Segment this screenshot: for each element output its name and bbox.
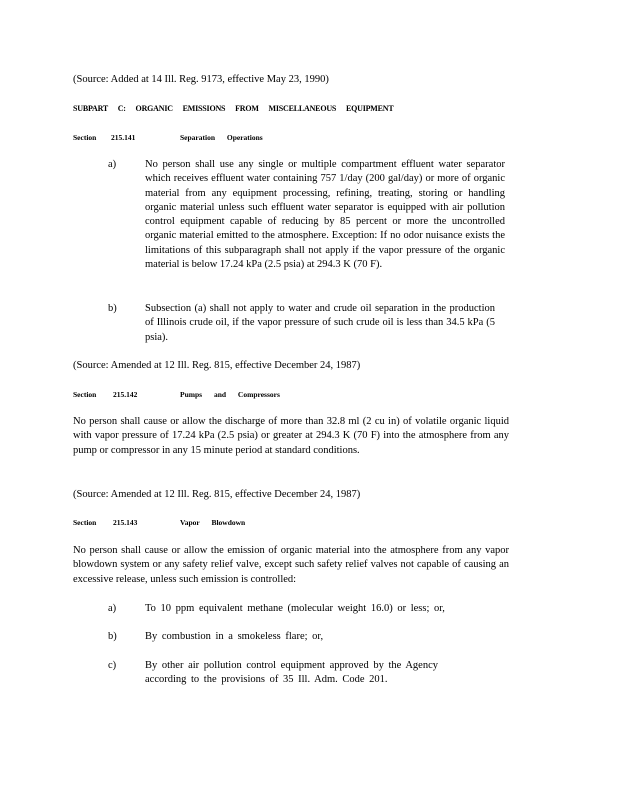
section-label: Section — [73, 390, 97, 399]
section-215-141-heading — [73, 133, 373, 145]
item-a-text: No person shall use any single or multiple compartment effluent water separator which receives effluent water containing 757 1/day (200 gal/day) or more of organic material from any equipment processing, refining, treating, storing or handling organic material unless such effluent water separator is equipped with air pollution control equipment capable of reducing by 85 percent or more the uncontrolled organic material emitted to the atmosphere. Exception: If no odor nuisance exists the limitations of this subparagraph shall not apply if the vapor pressure of the organic material is below 17.24 kPa (2.5 psia) at 294.3 K (70 F). — [145, 159, 505, 271]
section-title: Pumps and Compressors — [180, 390, 280, 399]
item-c-label: c) — [108, 660, 117, 671]
section-215-143-text: No person shall cause or allow the emission of organic material into the atmosphere from any vapor blowdown system or any safety relief valve, except such safety relief valves not capable of causing an excessive release, unless such emission is controlled: — [73, 545, 509, 585]
item-b-label: b) — [108, 303, 117, 314]
item-b-text: Subsection (a) shall not apply to water and crude oil separation in the production of Illinois crude oil, if the vapor pressure of such crude oil is less than 34.5 kPa (5 psia). — [145, 303, 495, 343]
section-label: Section — [73, 133, 97, 142]
section-label: Section — [73, 518, 97, 527]
section-215-142-text: No person shall cause or allow the discharge of more than 32.8 ml (2 cu in) of volatile organic liquid with vapor pressure of 17.24 kPa (2.5 psia) or greater at 294.3 K (70 F) into the atmosphere from any pump or compressor in any 15 minute period at standard conditions. — [73, 416, 509, 456]
source-note-3: (Source: Amended at 12 Ill. Reg. 815, effective December 24, 1987) — [73, 489, 361, 500]
item-a-label: a) — [108, 159, 117, 170]
section-title: Vapor Blowdown — [180, 518, 246, 527]
item-a-label: a) — [108, 603, 117, 614]
section-number: 215.141 — [111, 133, 136, 142]
subpart-heading: SUBPART C: ORGANIC EMISSIONS FROM MISCELLANEOUS EQUIPMENT — [73, 104, 394, 113]
source-note-2: (Source: Amended at 12 Ill. Reg. 815, effective December 24, 1987) — [73, 360, 361, 371]
section-number: 215.142 — [113, 390, 138, 399]
section-215-143-heading — [73, 518, 373, 530]
item-c-text: By other air pollution control equipment approved by the Agency according to the provisions of 35 Ill. Adm. Code 201. — [145, 660, 438, 686]
section-number: 215.143 — [113, 518, 138, 527]
item-a-text: To 10 ppm equivalent methane (molecular weight 16.0) or less; or, — [145, 603, 445, 614]
section-215-142-heading — [73, 390, 373, 402]
section-title: Separation Operations — [180, 133, 263, 142]
source-note-1: (Source: Added at 14 Ill. Reg. 9173, effective May 23, 1990) — [73, 74, 329, 85]
item-b-text: By combustion in a smokeless flare; or, — [145, 631, 324, 642]
item-b-label: b) — [108, 631, 117, 642]
